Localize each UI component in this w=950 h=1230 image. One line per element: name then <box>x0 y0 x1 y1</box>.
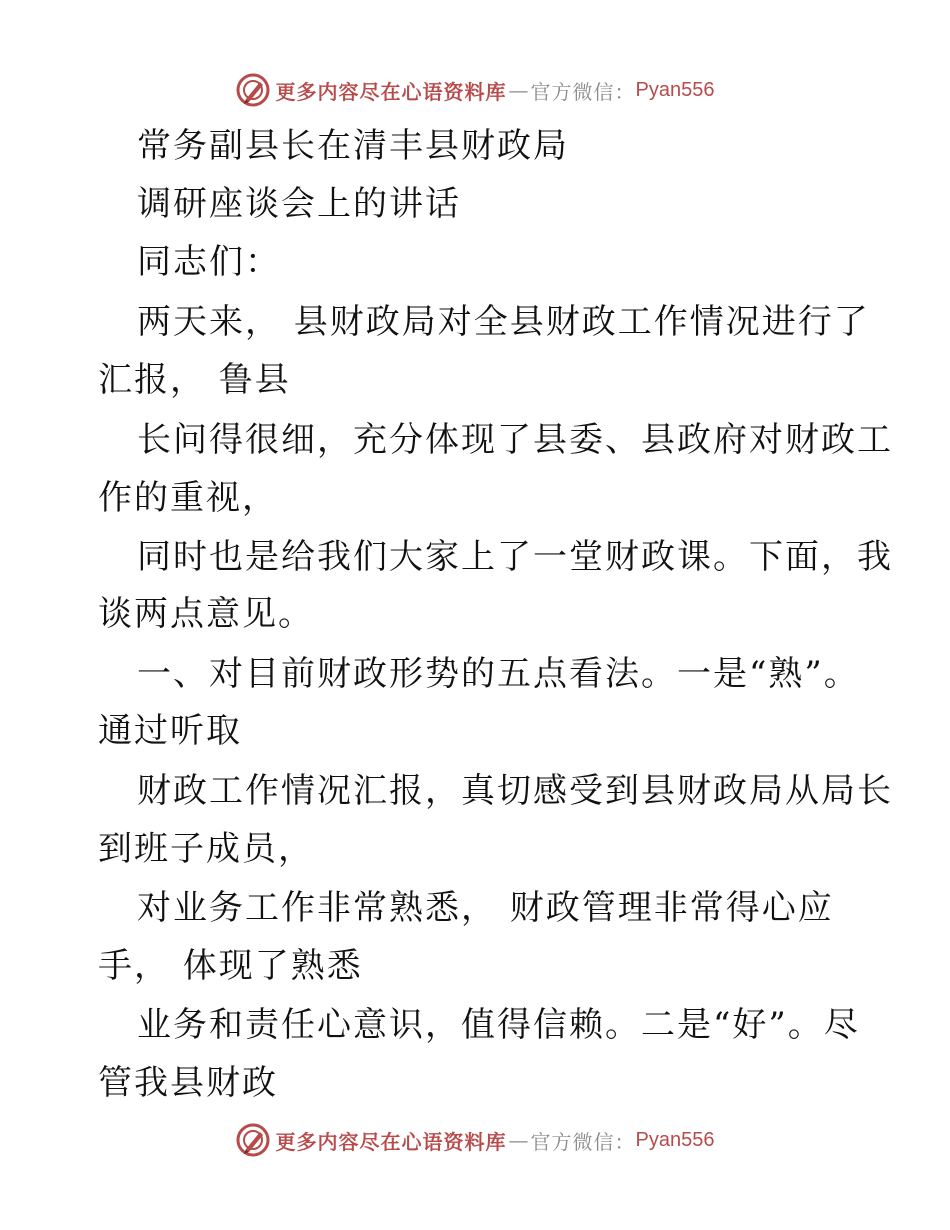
watermark-text: 更多内容尽在心语资料库 <box>275 79 507 104</box>
watermark-separator: — <box>508 1128 529 1152</box>
paragraph-line: 业务和责任心意识，值得信赖。二是“好”。尽 <box>137 1005 860 1045</box>
footer-watermark <box>0 1120 950 1160</box>
watermark-wechat-label: 官方微信： <box>530 79 636 104</box>
watermark-wechat-label: 官方微信： <box>530 1129 636 1154</box>
document-title-line-2: 调研座谈会上的讲话 <box>137 184 461 224</box>
header-watermark <box>0 70 950 110</box>
pen-logo-icon <box>236 1123 270 1157</box>
document-title-line-1: 常务副县长在清丰县财政局 <box>137 126 569 166</box>
paragraph-line: 作的重视， <box>98 478 278 518</box>
salutation: 同志们： <box>137 242 281 282</box>
paragraph-line: 财政工作情况汇报，真切感受到县财政局从局长 <box>137 771 893 811</box>
watermark-wechat-id: Pyan556 <box>635 78 715 101</box>
paragraph-line: 同时也是给我们大家上了一堂财政课。下面，我 <box>137 537 893 577</box>
paragraph-line: 对业务工作非常熟悉， 财政管理非常得心应 <box>137 888 834 928</box>
paragraph-line: 手， 体现了熟悉 <box>98 946 363 986</box>
paragraph-line: 到班子成员， <box>98 829 314 869</box>
paragraph-line: 长问得很细，充分体现了县委、县政府对财政工 <box>137 420 893 460</box>
paragraph-line: 管我县财政 <box>98 1063 278 1103</box>
watermark-wechat-id: Pyan556 <box>635 1128 715 1151</box>
pen-logo-icon <box>236 73 270 107</box>
paragraph-line: 两天来， 县财政局对全县财政工作情况进行了 <box>137 302 870 342</box>
paragraph-line: 汇报， 鲁县 <box>98 360 291 400</box>
paragraph-line: 谈两点意见。 <box>98 594 314 634</box>
paragraph-line: 通过听取 <box>98 711 242 751</box>
watermark-text: 更多内容尽在心语资料库 <box>275 1129 507 1154</box>
watermark-separator: — <box>508 78 529 102</box>
paragraph-line: 一、对目前财政形势的五点看法。一是“熟”。 <box>137 654 860 694</box>
